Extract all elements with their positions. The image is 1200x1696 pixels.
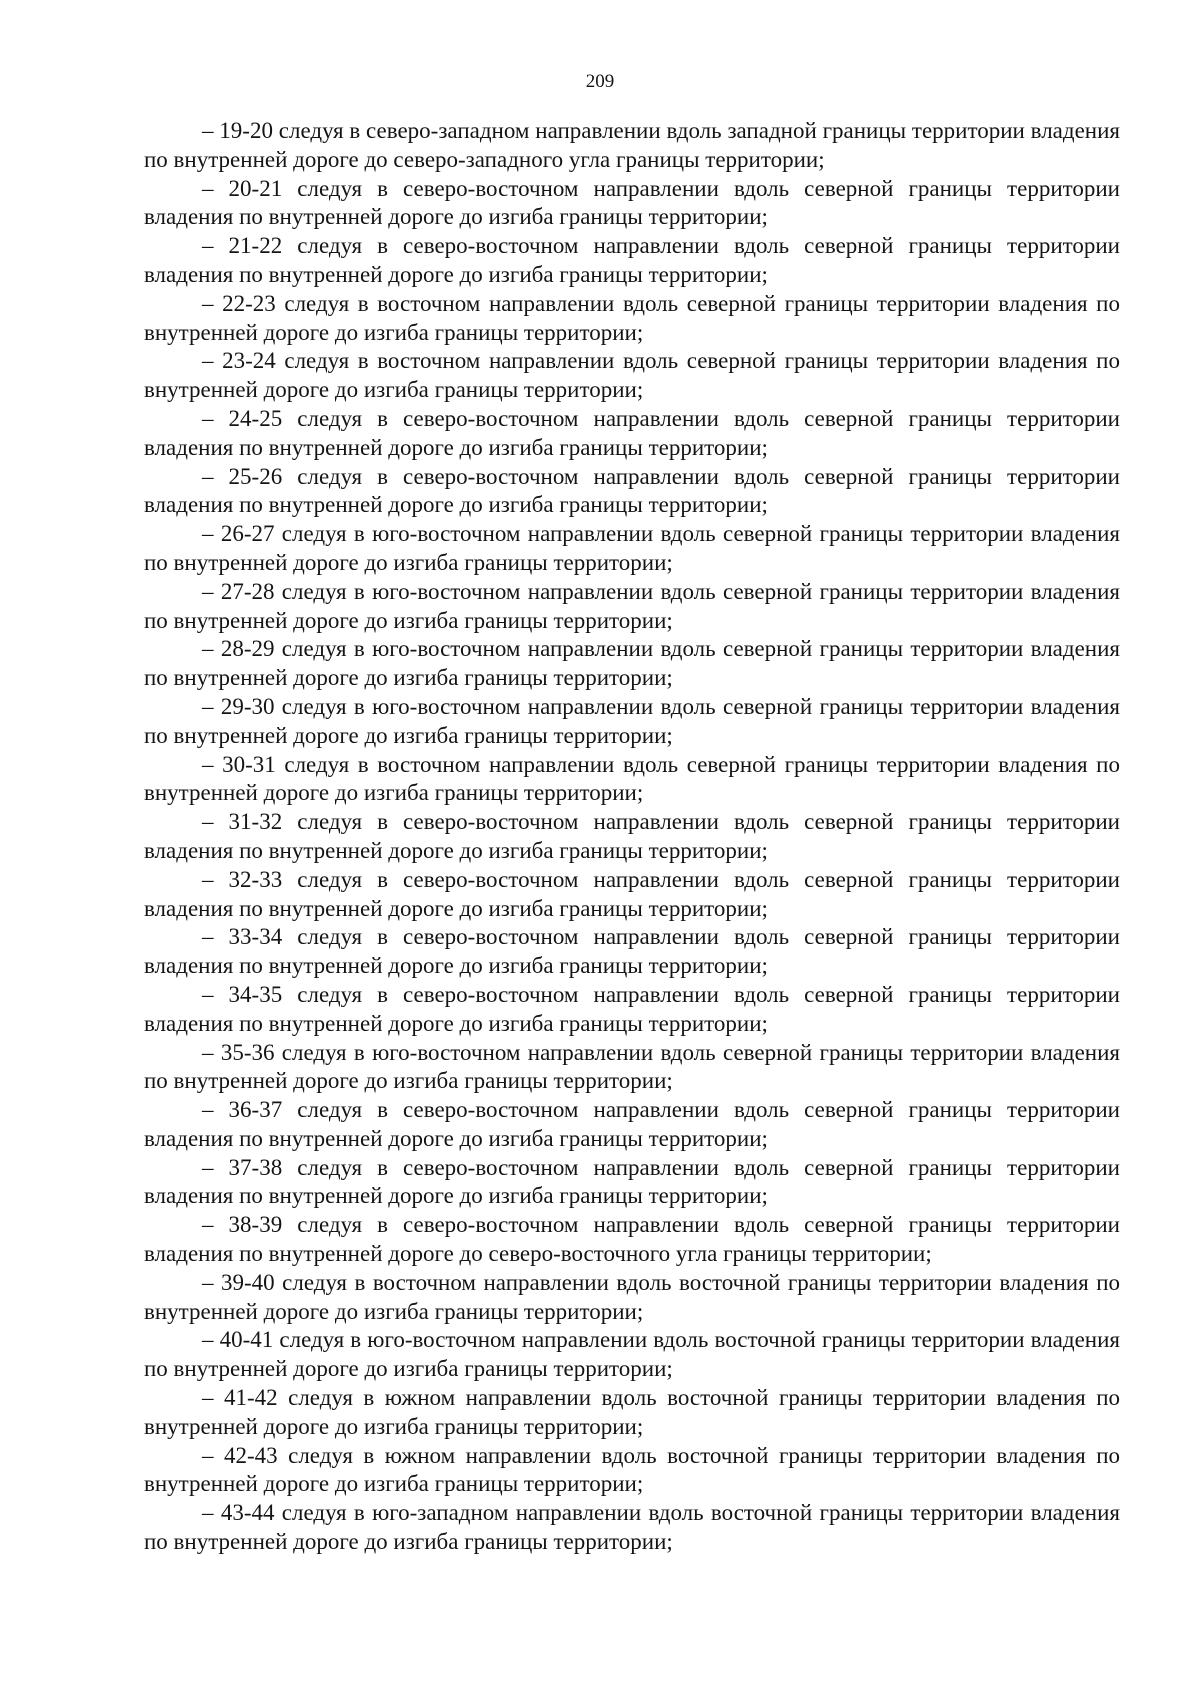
boundary-segment-paragraph: – 30-31 следуя в восточном направлении вдоль северной границы территории владения по внутренней дороге до изгиба границы территории;	[144, 751, 1120, 806]
boundary-segment-paragraph: – 20-21 следуя в северо-восточном направлении вдоль северной границы территории владения по внутренней дороге до изгиба границы территории;	[144, 175, 1120, 230]
boundary-segment-paragraph: – 35-36 следуя в юго-восточном направлении вдоль северной границы территории владения по внутренней дороге до изгиба границы территории;	[144, 1039, 1120, 1094]
boundary-segment-paragraph: – 29-30 следуя в юго-восточном направлении вдоль северной границы территории владения по внутренней дороге до изгиба границы территории;	[144, 693, 1120, 748]
boundary-segment-paragraph: – 22-23 следуя в восточном направлении вдоль северной границы территории владения по внутренней дороге до изгиба границы территории;	[144, 290, 1120, 345]
boundary-segment-paragraph: – 42-43 следуя в южном направлении вдоль восточной границы территории владения по внутренней дороге до изгиба границы территории;	[144, 1442, 1120, 1497]
boundary-segment-paragraph: – 26-27 следуя в юго-восточном направлении вдоль северной границы территории владения по внутренней дороге до изгиба границы территории;	[144, 521, 1120, 575]
boundary-segment-paragraph: – 21-22 следуя в северо-восточном направлении вдоль северной границы территории владения по внутренней дороге до изгиба границы территории;	[144, 233, 1120, 287]
boundary-segment-paragraph: – 39-40 следуя в восточном направлении вдоль восточной границы территории владения по внутренней дороге до изгиба границы территории;	[144, 1269, 1120, 1324]
boundary-segment-paragraph: – 36-37 следуя в северо-восточном направлении вдоль северной границы территории владения по внутренней дороге до изгиба границы территории;	[144, 1097, 1120, 1151]
boundary-segment-paragraph: – 27-28 следуя в юго-восточном направлении вдоль северной границы территории владения по внутренней дороге до изгиба границы территории;	[144, 578, 1120, 633]
boundary-segment-paragraph: – 23-24 следуя в восточном направлении вдоль северной границы территории владения по внутренней дороге до изгиба границы территории;	[144, 348, 1120, 403]
page-number: 209	[585, 71, 615, 92]
boundary-segment-paragraph: – 19-20 следуя в северо-западном направлении вдоль западной границы территории владения по внутренней дороге до северо-западного угла границы территории;	[144, 118, 1120, 172]
boundary-segment-paragraph: – 31-32 следуя в северо-восточном направлении вдоль северной границы территории владения по внутренней дороге до изгиба границы территории;	[144, 809, 1120, 863]
boundary-segment-paragraph: – 43-44 следуя в юго-западном направлении вдоль восточной границы территории владения по внутренней дороге до изгиба границы территории;	[144, 1500, 1120, 1555]
boundary-segment-paragraph: – 38-39 следуя в северо-восточном направлении вдоль северной границы территории владения по внутренней дороге до северо-восточного угла границы территории;	[144, 1212, 1120, 1267]
boundary-segment-paragraph: – 33-34 следуя в северо-восточном направлении вдоль северной границы территории владения по внутренней дороге до изгиба границы территории;	[144, 924, 1120, 979]
boundary-segment-paragraph: – 37-38 следуя в северо-восточном направлении вдоль северной границы территории владения по внутренней дороге до изгиба границы территории;	[144, 1154, 1120, 1209]
boundary-segment-paragraph: – 28-29 следуя в юго-восточном направлении вдоль северной границы территории владения по внутренней дороге до изгиба границы территории;	[144, 636, 1120, 691]
boundary-segment-paragraph: – 41-42 следуя в южном направлении вдоль восточной границы территории владения по внутренней дороге до изгиба границы территории;	[144, 1385, 1120, 1439]
boundary-segment-paragraph: – 34-35 следуя в северо-восточном направлении вдоль северной границы территории владения по внутренней дороге до изгиба границы территории;	[144, 981, 1120, 1036]
boundary-description	[144, 117, 1120, 1557]
boundary-segment-paragraph: – 40-41 следуя в юго-восточном направлении вдоль восточной границы территории владения по внутренней дороге до изгиба границы территории;	[144, 1327, 1120, 1382]
boundary-segment-paragraph: – 25-26 следуя в северо-восточном направлении вдоль северной границы территории владения по внутренней дороге до изгиба границы территории;	[144, 463, 1120, 518]
boundary-segment-paragraph: – 24-25 следуя в северо-восточном направлении вдоль северной границы территории владения по внутренней дороге до изгиба границы территории;	[144, 405, 1120, 460]
boundary-segment-paragraph: – 32-33 следуя в северо-восточном направлении вдоль северной границы территории владения по внутренней дороге до изгиба границы территории;	[144, 866, 1120, 921]
